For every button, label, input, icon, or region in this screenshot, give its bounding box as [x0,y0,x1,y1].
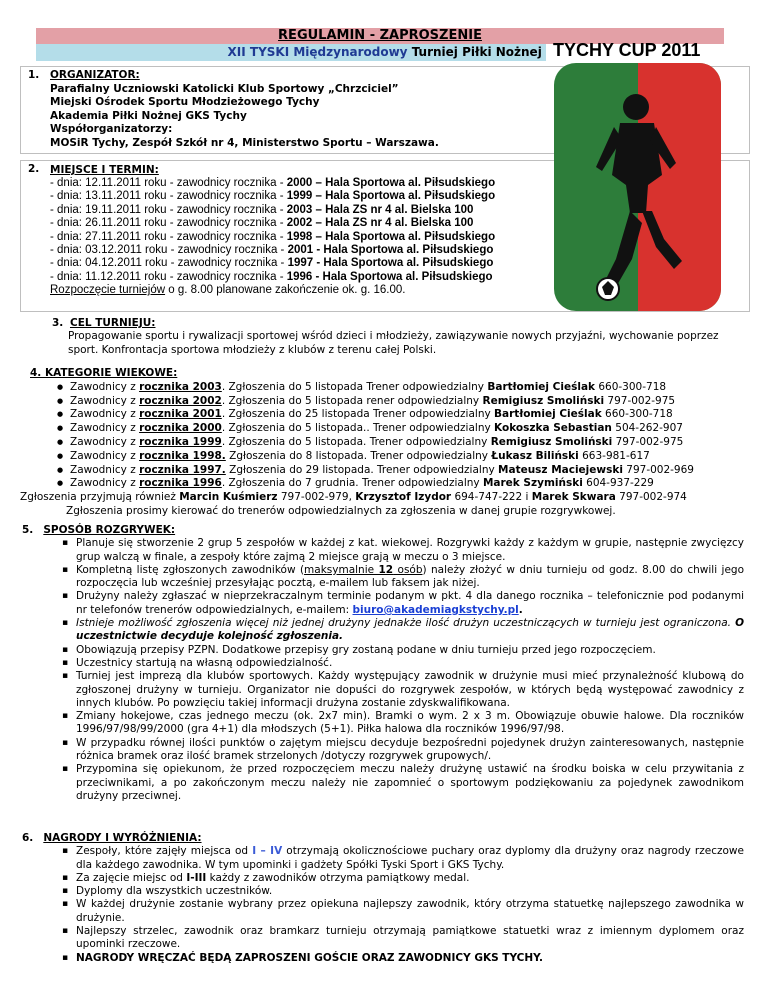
award-item: ▪ Za zajęcie miejsc od I-III każdy z zawodników otrzyma pamiątkowy medal. [30,872,744,885]
rules-heading: 5. SPOSÓB ROZGRYWEK: [22,524,176,536]
category-item: ● Zawodnicy z rocznika 1996. Zgłoszenia do 7 grudnia. Trener odpowiedzialny Marek Szymiński 604-937-229 [30,477,758,491]
rule-item: ▪ Istnieje możliwość zgłoszenia więcej niż jednej drużyny jednakże ilość drużyn uczestniczących w turnieju jest ograniczona. O uczestnictwie decyduje kolejność zgłoszenia. [30,617,744,644]
goal-heading: 3. CEL TURNIEJU: [52,317,156,329]
award-item: ▪ W każdej drużynie zostanie wybrany przez opiekuna najlepszy zawodnik, który otrzyma statuetkę najlepszego zawodnika w drużynie. [30,898,744,925]
categories-section [20,367,758,519]
additional-contacts: Zgłoszenia przyjmują również Marcin Kuśmierz 797-002-979, Krzysztof Izydor 694-747-222 i Marek Skwara 797-002-974 [20,491,687,504]
start-time: Rozpoczęcie turniejów o g. 8.00 planowane zakończenie ok. g. 16.00. [50,284,406,297]
category-item: ● Zawodnicy z rocznika 2001. Zgłoszenia do 25 listopada Trener odpowiedzialny Bartłomiej Cieślak 660-300-718 [30,408,758,422]
organizer-line-5: MOSiR Tychy, Zespół Szkół nr 4, Ministerstwo Sportu – Warszawa. [50,136,439,149]
document-title: REGULAMIN - ZAPROSZENIE [36,28,724,44]
rule-item: ▪ Turniej jest imprezą dla klubów sportowych. Każdy występujący zawodnik w drużynie musi mieć przynależność klubową do zgłoszonej drużyny w turnieju. Organizator nie dopuści do rozgrywek zespołów, w których będą występować zawodnicy z innych klubów. Po powzięciu takiej informacji drużyna zostanie zdyskwalifikowana. [30,670,744,710]
rule-item: ▪ Uczestnicy startują na własną odpowiedzialność. [30,657,744,670]
subtitle-part-a: XII TYSKI Międzynarodowy [227,45,408,59]
schedule-row: - dnia: 13.11.2011 roku - zawodnicy rocznika - 1999 – Hala Sportowa al. Piłsudskiego [50,190,496,203]
email-link[interactable]: biuro@akademiagkstychy.pl [352,603,519,616]
section-2-number: 2. [28,163,40,175]
categories-note: Zgłoszenia prosimy kierować do trenerów odpowiedzialnych za zgłoszenia w danej grupie rozgrywkowej. [66,504,616,517]
rule-item: ▪ Kompletną listę zgłoszonych zawodników (maksymalnie 12 osób) należy złożyć w dniu turnieju od godz. 8.00 do chwili jego rozpoczęcia lub wcześniej przesyłając pocztą, e-mailem lub faksem jak niżej. [30,564,744,591]
organizer-heading: ORGANIZATOR: [50,69,140,81]
category-item: ● Zawodnicy z rocznika 1999. Zgłoszenia do 5 listopada. Trener odpowiedzialny Remigiusz Smoliński 797-002-975 [30,436,758,450]
rules-section [22,524,745,803]
schedule-row: - dnia: 11.12.2011 roku - zawodnicy rocznika - 1996 - Hala Sportowa al. Piłsudskiego [50,270,493,283]
rule-item: ▪ Przypomina się opiekunom, że przed rozpoczęciem meczu należy drużynę ustawić na środku boiska w celu przywitania z przeciwnikami, a po zakończonym meczu należy nie zapomnieć o sportowym podziękowaniu za pojedynek zawodnikom drużyny przeciwnej. [30,763,744,803]
organizer-line-1: Parafialny Uczniowski Katolicki Klub Sportowy „Chrzciciel” [50,82,399,95]
tychy-cup-logo [550,63,725,313]
rule-item: ▪ Zmiany hokejowe, czas jednego meczu (ok. 2x7 min). Bramki o wym. 2 x 3 m. Obowiązuje obuwie halowe. Dla roczników 1996/97/98/99/2000 (gra 4+1) dla młodszych (5+1). Piłka halowa dla roczników 1996/97/98. [30,710,744,737]
categories-heading: 4. KATEGORIE WIEKOWE: [30,367,178,379]
awards-section [22,832,744,965]
organizer-line-4: Współorganizatorzy: [50,123,173,136]
rule-item: ▪ Planuje się stworzenie 2 grup 5 zespołów w każdej z kat. wiekowej. Rozgrywki każdy z każdym w grupie, następnie zwycięzcy grup walczą w finale, a zespoły które zajmą 2 miejsce grają w meczu o 3 miejsce. [30,537,744,564]
award-item: ▪ NAGRODY WRĘCZAĆ BĘDĄ ZAPROSZENI GOŚCIE ORAZ ZAWODNICY GKS TYCHY. [30,952,744,965]
organizer-line-2: Miejski Ośrodek Sportu Młodzieżowego Tychy [50,96,320,109]
cup-title: TYCHY CUP 2011 [553,40,701,60]
schedule-row: - dnia: 04.12.2011 roku - zawodnicy rocznika - 1997 - Hala Sportowa al. Piłsudskiego [50,257,494,270]
document-subtitle [36,44,546,61]
category-item: ● Zawodnicy z rocznika 1998. Zgłoszenia do 8 listopada. Trener odpowiedzialny Łukasz Biliński 663-981-617 [30,450,758,464]
category-item: ● Zawodnicy z rocznika 2003. Zgłoszenia do 5 listopada Trener odpowiedzialny Bartłomiej Cieślak 660-300-718 [30,381,758,395]
rule-item: ▪ Drużyny należy zgłaszać w nieprzekraczalnym terminie podanym w pkt. 4 dla danego rocznika – telefonicznie pod podanymi nr telefonów trenerów odpowiedzialnych, e-mailem: biuro@akademiagkstychy.pl. [30,590,744,617]
category-item: ● Zawodnicy z rocznika 2002. Zgłoszenia do 5 listopada rener odpowiedzialny Remigiusz Smoliński 797-002-975 [30,395,758,409]
goal-text: Propagowanie sportu i rywalizacji sportowej wśród dzieci i młodzieży, zawiązywanie nowych przyjaźni, wychowanie poprzez sport. Konfrontacja sportowa młodzieży z klubów z terenu całej Polski. [68,330,719,356]
place-heading: MIEJSCE I TERMIN: [50,164,159,176]
schedule-row: - dnia: 19.11.2011 roku - zawodnicy rocznika - 2003 – Hala ZS nr 4 al. Bielska 100 [50,203,474,216]
schedule-row: - dnia: 12.11.2011 roku - zawodnicy rocznika - 2000 – Hala Sportowa al. Piłsudskiego [50,177,496,189]
schedule-row: - dnia: 27.11.2011 roku - zawodnicy rocznika - 1998 – Hala Sportowa al. Piłsudskiego [50,230,496,243]
organizer-line-3: Akademia Piłki Nożnej GKS Tychy [50,109,247,122]
rule-item: ▪ Obowiązują przepisy PZPN. Dodatkowe przepisy gry zostaną podane w dniu turnieju przed jego rozpoczęciem. [30,644,744,657]
section-1-number: 1. [28,69,40,81]
awards-heading: 6. NAGRODY I WYRÓŻNIENIA: [22,832,202,844]
award-item: ▪ Dyplomy dla wszystkich uczestników. [30,885,744,898]
place-section [50,163,495,298]
organizer-section [50,69,439,151]
category-item: ● Zawodnicy z rocznika 1997. Zgłoszenia do 29 listopada. Trener odpowiedzialny Mateusz Maciejewski 797-002-969 [30,464,758,478]
award-item: ▪ Zespoły, które zajęły miejsca od I – IV otrzymają okolicznościowe puchary oraz dyplomy dla drużyny oraz nagrody rzeczowe dla każdego zawodnika. W tym upominki i gadżety Spółki Tyski Sport i GKS Tychy. [30,845,744,872]
rule-item: ▪ W przypadku równej ilości punktów o zajętym miejscu decyduje bezpośredni pojedynek drużyn zainteresowanych, następnie różnica bramek oraz ilość bramek strzelonych /dotyczy rozgrywek grupowych/. [30,737,744,764]
schedule-row: - dnia: 26.11.2011 roku - zawodnicy rocznika - 2002 – Hala ZS nr 4 al. Bielska 100 [50,217,474,230]
subtitle-part-b: Turniej Piłki Nożnej [411,45,542,59]
schedule-row: - dnia: 03.12.2011 roku - zawodnicy rocznika - 2001 - Hala Sportowa al. Piłsudskiego [50,244,494,257]
category-item: ● Zawodnicy z rocznika 2000. Zgłoszenia do 5 listopada.. Trener odpowiedzialny Kokoszka Sebastian 504-262-907 [30,422,758,436]
award-item: ▪ Najlepszy strzelec, zawodnik oraz bramkarz turnieju otrzymają pamiątkowe statuetki wraz z imiennym dyplomem oraz upominki rzeczowe. [30,925,744,952]
